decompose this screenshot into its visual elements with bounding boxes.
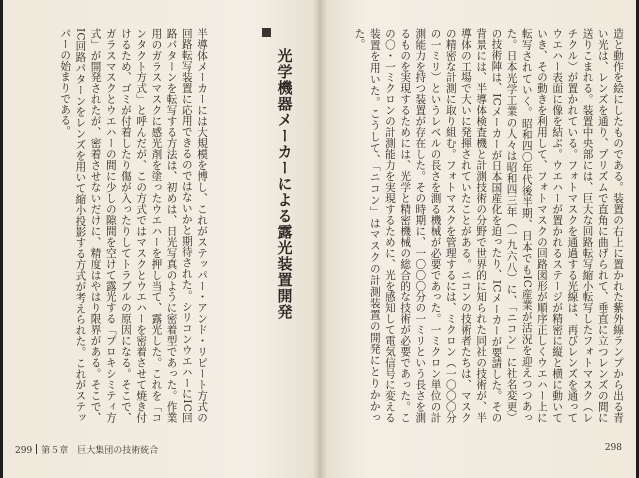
right-body-text: 造と動作を絵にしたものである。装置の右上に置かれた紫外線ランプから出る青い光は、レンズを通り、プリズムで直角に曲げられて、垂直に立つレンズの間に送りこまれる。装置中央部には、巨大な回路転写縮小転写したフォトマスク（レチクル）が置かれている。フォトマスクを通過する光線は、再びレンズを通ってウエハー表面に像を結ぶ。ウエハーが置かれるステージが精密に縦と横に動いていき、その動きを利用して、フォトマスクの回路図形が順序正しくウエハー上に転写されていく。昭和四〇年代後半期、日本でもIC産業が活況を迎えつつあった。日本光学工業の人々は昭和四三年（一九六八）に、「ニコン」に社名変更）の技術陣は、ICメーカーが日本国産化を迫ったり、ICメーカーが要請した。その背景には、半導体検査機と計測技術の分野で世界的に知られた同社の技術が、半導体の工場で大いに発揮されていたことがある。ニコンの技術者たちは、マスクの精密な計測に取り組む。フォトマスクを管理するには、ミクロン（一〇〇〇分の一ミリ）というレベルの長さを測る機械が必要であった。一ミクロン単位の計測能力を持つ装置が存在した。その時期に、一〇〇〇分の一ミリという長さを測るものを実現するためには、光学と精密機械の総合的な技術が必要であった。この〇・一ミクロンの計測能力を実現するために、光を感知して電気信号に変える装置を用いた。こうして、「ニコン」はマスクの計測装置の開発にとりかかった。 [353, 28, 624, 423]
book-spread [3, 0, 636, 478]
running-head: 第５章 巨大集団の技術統合 [41, 446, 159, 456]
section-heading-block [215, 28, 307, 423]
footer-divider [36, 444, 37, 454]
section-heading: 光学機器メーカーによる露光装置開発 [275, 48, 294, 321]
right-page [319, 0, 636, 478]
book-gutter [313, 0, 327, 478]
left-page-number: 299 [15, 446, 33, 456]
right-page-number: 298 [604, 443, 622, 453]
left-body-text: 半導体メーカーには大規模を博し、これがステッパー・アンド・リピート方式の回路転写装置に応用できるのではないかと期待された。シリコンウエハーにIC回路パターンを転写する方法は、初めは、日光写真のように密着型であった。作業用のガラスマスクに感光剤を塗ったウエハーを押し当て、露光した。これを「コンタクト方式」と呼んだが、この方式ではマスクとウエハーを密着させて焼き付けるため、ゴミが付着したり傷が入ったりしてトラブルの原因になる。そこで、ガラスマスクとウエハーの間に少しの隙間を空けて露光する「プロキシミティ方式」が開発されたが、密着させないだけに、精度はやはり限界がある。そこで、IC回路パターンをレンズを用いて縮小投影する方式が考えられた。これがステッパーの始まりである。 [59, 28, 208, 423]
left-page [3, 0, 319, 478]
section-marker-icon [262, 28, 271, 37]
left-page-footer [15, 443, 158, 456]
